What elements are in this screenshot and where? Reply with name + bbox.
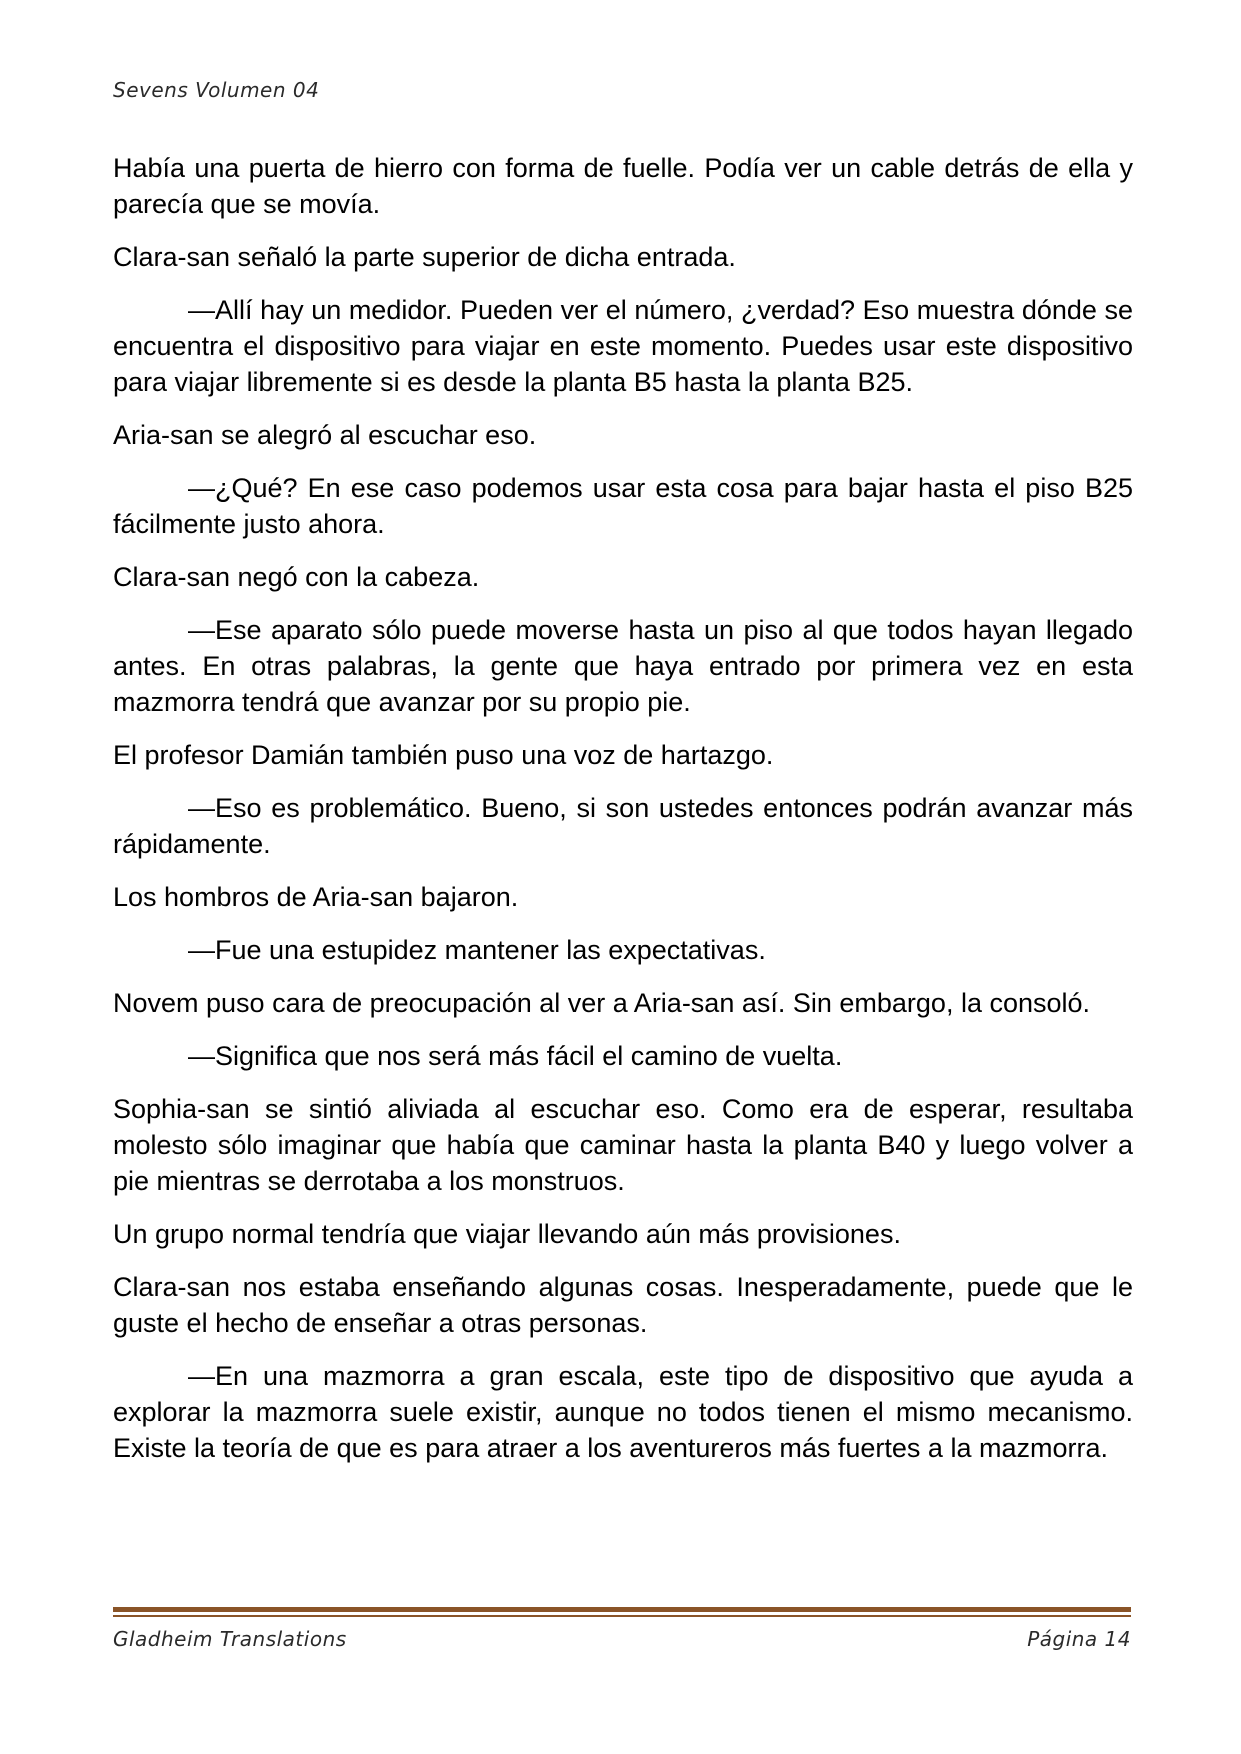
- dialogue-paragraph: —Allí hay un medidor. Pueden ver el número, ¿verdad? Eso muestra dónde se encuentra el dispositivo para viajar en este momento. Puedes usar este dispositivo para viajar libremente si es desde la planta B5 hasta la planta B25.: [113, 295, 1133, 397]
- footer-rule-thick: [113, 1607, 1131, 1612]
- dialogue-paragraph: —Ese aparato sólo puede moverse hasta un piso al que todos hayan llegado antes. En otras palabras, la gente que haya entrado por primera vez en esta mazmorra tendrá que avanzar por su propio pie.: [113, 615, 1133, 717]
- paragraph: Los hombros de Aria-san bajaron.: [113, 882, 519, 912]
- dialogue-paragraph: —Eso es problemático. Bueno, si son ustedes entonces podrán avanzar más rápidamente.: [113, 793, 1133, 859]
- body-text: [113, 150, 1133, 1466]
- footer-rule-thin: [113, 1615, 1131, 1617]
- paragraph: Clara-san nos estaba enseñando algunas cosas. Inesperadamente, puede que le guste el hecho de enseñar a otras personas.: [113, 1272, 1133, 1338]
- dialogue-paragraph: —Fue una estupidez mantener las expectativas.: [188, 935, 766, 965]
- footer-credit: Gladheim Translations: [113, 1627, 347, 1651]
- running-header: Sevens Volumen 04: [113, 78, 320, 102]
- dialogue-paragraph: —Significa que nos será más fácil el camino de vuelta.: [188, 1041, 843, 1071]
- paragraph: Sophia-san se sintió aliviada al escuchar eso. Como era de esperar, resultaba molesto sólo imaginar que había que caminar hasta la planta B40 y luego volver a pie mientras se derrotaba a los monstruos.: [113, 1094, 1133, 1196]
- paragraph: Novem puso cara de preocupación al ver a Aria-san así. Sin embargo, la consoló.: [113, 988, 1091, 1018]
- paragraph: Clara-san negó con la cabeza.: [113, 562, 480, 592]
- page-number: Página 14: [1027, 1627, 1131, 1651]
- paragraph: Aria-san se alegró al escuchar eso.: [113, 420, 537, 450]
- paragraph: El profesor Damián también puso una voz de hartazgo.: [113, 740, 774, 770]
- dialogue-paragraph: —¿Qué? En ese caso podemos usar esta cosa para bajar hasta el piso B25 fácilmente justo ahora.: [113, 473, 1133, 539]
- dialogue-paragraph: —En una mazmorra a gran escala, este tipo de dispositivo que ayuda a explorar la mazmorra suele existir, aunque no todos tienen el mismo mecanismo. Existe la teoría de que es para atraer a los aventureros más fuertes a la mazmorra.: [113, 1361, 1133, 1463]
- paragraph: Un grupo normal tendría que viajar llevando aún más provisiones.: [113, 1219, 901, 1249]
- paragraph: Clara-san señaló la parte superior de dicha entrada.: [113, 242, 736, 272]
- paragraph: Había una puerta de hierro con forma de fuelle. Podía ver un cable detrás de ella y parecía que se movía.: [113, 153, 1133, 219]
